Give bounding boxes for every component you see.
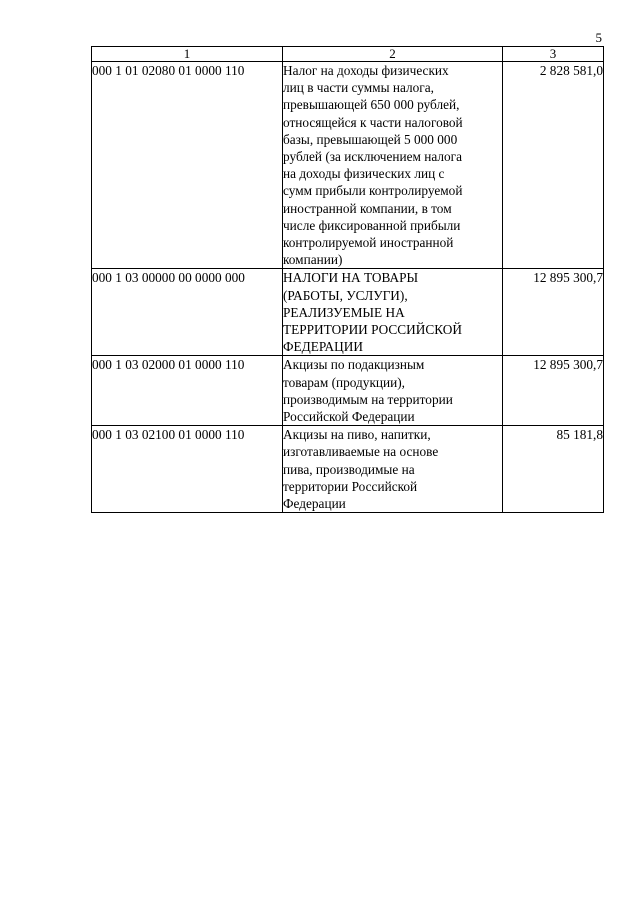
- revenue-name-line: рублей (за исключением налога: [283, 149, 463, 165]
- revenue-name-line: Федерации: [283, 496, 346, 512]
- revenue-name-line: изготавливаемые на основе: [283, 444, 439, 460]
- revenue-name-line: производимым на территории: [283, 391, 453, 407]
- revenue-name-line: РЕАЛИЗУЕМЫЕ НА: [283, 304, 405, 320]
- amount-cell: 12 895 300,7: [503, 356, 604, 426]
- revenue-name-line: (РАБОТЫ, УСЛУГИ),: [283, 287, 408, 303]
- table-row: [92, 62, 604, 269]
- revenue-name-cell: [283, 269, 503, 356]
- table-header-row: [92, 47, 604, 62]
- revenue-name-line: на доходы физических лиц с: [283, 166, 445, 182]
- amount-cell: 85 181,8: [503, 426, 604, 513]
- table-row: [92, 356, 604, 426]
- revenue-name-line: Акцизы на пиво, напитки,: [283, 427, 431, 443]
- revenue-name-line: ФЕДЕРАЦИИ: [283, 339, 363, 355]
- revenue-name-line: контролируемой иностранной: [283, 235, 454, 251]
- revenue-name-line: ТЕРРИТОРИИ РОССИЙСКОЙ: [283, 322, 462, 338]
- budget-code-cell: 000 1 03 02000 01 0000 110: [92, 356, 283, 426]
- revenue-name-line: числе фиксированной прибыли: [283, 217, 461, 233]
- revenue-name-line: базы, превышающей 5 000 000: [283, 131, 458, 147]
- revenue-name-line: Акцизы по подакцизным: [283, 357, 425, 373]
- column-header-amount: 3: [503, 47, 604, 62]
- revenue-name-line: территории Российской: [283, 478, 418, 494]
- revenue-name-line: Российской Федерации: [283, 409, 415, 425]
- budget-code-cell: 000 1 01 02080 01 0000 110: [92, 62, 283, 269]
- table-row: [92, 269, 604, 356]
- table-row: [92, 426, 604, 513]
- page-number: 5: [595, 30, 602, 45]
- revenue-name-line: относящейся к части налоговой: [283, 114, 463, 130]
- revenue-name-cell: [283, 356, 503, 426]
- revenue-name-line: НАЛОГИ НА ТОВАРЫ: [283, 270, 419, 286]
- column-header-code: 1: [92, 47, 283, 62]
- revenue-name-line: компании): [283, 252, 343, 268]
- revenue-name-cell: [283, 62, 503, 269]
- revenue-name-cell: [283, 426, 503, 513]
- revenue-name-line: иностранной компании, в том: [283, 200, 452, 216]
- revenue-table: [91, 46, 604, 513]
- revenue-name-line: товарам (продукции),: [283, 374, 406, 390]
- revenue-name-line: пива, производимые на: [283, 461, 415, 477]
- budget-code-cell: 000 1 03 02100 01 0000 110: [92, 426, 283, 513]
- revenue-name-line: превышающей 650 000 рублей,: [283, 97, 460, 113]
- revenue-name-line: Налог на доходы физических: [283, 63, 449, 78]
- amount-cell: 12 895 300,7: [503, 269, 604, 356]
- column-header-name: 2: [283, 47, 503, 62]
- revenue-name-line: сумм прибыли контролируемой: [283, 183, 463, 199]
- budget-code-cell: 000 1 03 00000 00 0000 000: [92, 269, 283, 356]
- revenue-name-line: лиц в части суммы налога,: [283, 80, 434, 96]
- amount-cell: 2 828 581,0: [503, 62, 604, 269]
